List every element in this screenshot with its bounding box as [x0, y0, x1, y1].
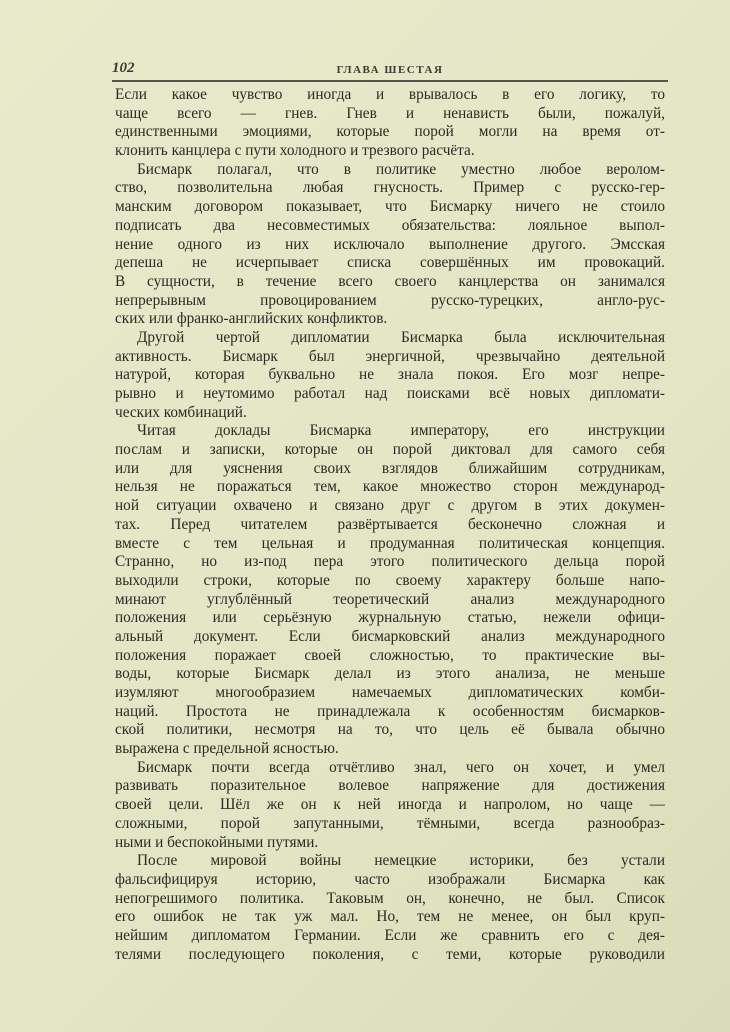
- text-line: минают углублённый теоретический анализ международного: [115, 590, 665, 608]
- text-line: ной ситуации охвачено и связано друг с другом в этих докумен-: [115, 497, 665, 515]
- text-line: послам и записки, которые он порой диктовал для самого себя: [115, 441, 665, 459]
- text-line: ство, позволительна любая гнусность. Пример с русско-гер-: [115, 179, 665, 197]
- text-line: альный документ. Если бисмарковский анализ международного: [115, 627, 665, 645]
- text-line: выражена с предельной ясностью.: [115, 740, 339, 758]
- running-head: ГЛАВА ШЕСТАЯ: [336, 64, 444, 76]
- text-line: положения поражает своей сложностью, то практические вы-: [115, 646, 665, 664]
- text-line: тах. Перед читателем развёртывается бесконечно сложная и: [115, 515, 665, 533]
- text-line: Другой чертой дипломатии Бисмарка была исключительная: [137, 328, 665, 346]
- text-line: изумляют многообразием намечаемых дипломатических комби-: [115, 684, 665, 701]
- text-line: нельзя не поражаться тем, какое множество сторон международ-: [115, 478, 665, 496]
- text-line: рывно и неутомимо работал над поисками всё новых дипломати-: [115, 385, 665, 402]
- paragraph: [115, 422, 665, 758]
- text-line: Бисмарк полагал, что в политике уместно любое веролом-: [137, 160, 665, 178]
- text-line: активность. Бисмарк был энергичной, чрезвычайно деятельной: [115, 347, 665, 365]
- paragraph: [115, 852, 665, 964]
- header-rule: [112, 80, 668, 82]
- text-line: вместе с тем цельная и продуманная политическая концепция.: [115, 534, 665, 552]
- text-line: положения или серьёзную журнальную статью, нежели офици-: [115, 609, 665, 627]
- text-line: ских или франко-английских конфликтов.: [115, 310, 388, 328]
- text-line: выходили строки, которые по своему характеру больше напо-: [115, 571, 665, 589]
- text-line: подписать два несовместимых обязательства: лояльное выпол-: [115, 216, 665, 234]
- text-line: клонить канцлера с пути холодного и трезвого расчёта.: [115, 142, 475, 160]
- text-line: Странно, но из-под пера этого политического дельца порой: [115, 553, 665, 571]
- text-line: непогрешимого политика. Таковым он, конечно, не был. Список: [115, 889, 665, 907]
- paragraph: [115, 329, 665, 422]
- text-line: непрерывным провоцированием русско-турецких, англо-рус-: [115, 291, 665, 309]
- paragraph: [115, 86, 665, 161]
- text-line: развивать поразительное волевое напряжение для достижения: [115, 777, 665, 795]
- text-line: нение одного из них исключало выполнение другого. Эмсская: [115, 235, 665, 253]
- text-line: Бисмарк почти всегда отчётливо знал, чего он хочет, и умел: [137, 758, 665, 776]
- text-line: нейшим дипломатом Германии. Если же сравнить его с дея-: [115, 926, 665, 944]
- text-line: После мировой войны немецкие историки, без устали: [137, 852, 665, 870]
- paragraph: [115, 759, 665, 852]
- text-line: Читая доклады Бисмарка императору, его инструкции: [137, 422, 665, 440]
- text-line: телями последующего поколения, с теми, которые руководили: [115, 945, 665, 963]
- text-line: единственными эмоциями, которые порой могли на время от-: [115, 123, 665, 141]
- text-line: депеша не исчерпывает списка совершённых им провокаций.: [115, 254, 665, 272]
- text-line: наций. Простота не принадлежала к особенностям бисмарков-: [115, 702, 665, 720]
- text-line: воды, которые Бисмарк делал из этого анализа, не меньше: [115, 665, 665, 683]
- text-line: чаще всего — гнев. Гнев и ненависть были, пожалуй,: [115, 104, 665, 122]
- text-line: фальсифицируя историю, часто изображали Бисмарка как: [115, 870, 665, 888]
- text-line: его ошибок не так уж мал. Но, тем не менее, он был круп-: [115, 908, 665, 926]
- text-line: своей цели. Шёл же он к ней иногда и напролом, но чаще —: [115, 796, 665, 814]
- text-line: натурой, которая буквально не знала покоя. Его мозг непре-: [115, 366, 665, 384]
- body-text: [115, 86, 665, 964]
- text-line: ской политики, несмотря на то, что цель её бывала обычно: [115, 721, 665, 739]
- page-number: 102: [112, 60, 135, 76]
- text-line: манским договором показывает, что Бисмарку ничего не стоило: [115, 198, 665, 216]
- text-line: Если какое чувство иногда и врывалось в его логику, то: [115, 86, 665, 103]
- text-line: сложными, порой запутанными, тёмными, всегда разнообраз-: [115, 814, 665, 832]
- text-line: В сущности, в течение всего своего канцлерства он занимался: [115, 272, 665, 290]
- text-line: или для уяснения своих взглядов ближайшим сотрудникам,: [115, 459, 665, 477]
- text-line: ческих комбинаций.: [115, 403, 247, 421]
- paragraph: [115, 161, 665, 329]
- text-line: ными и беспокойными путями.: [115, 833, 319, 851]
